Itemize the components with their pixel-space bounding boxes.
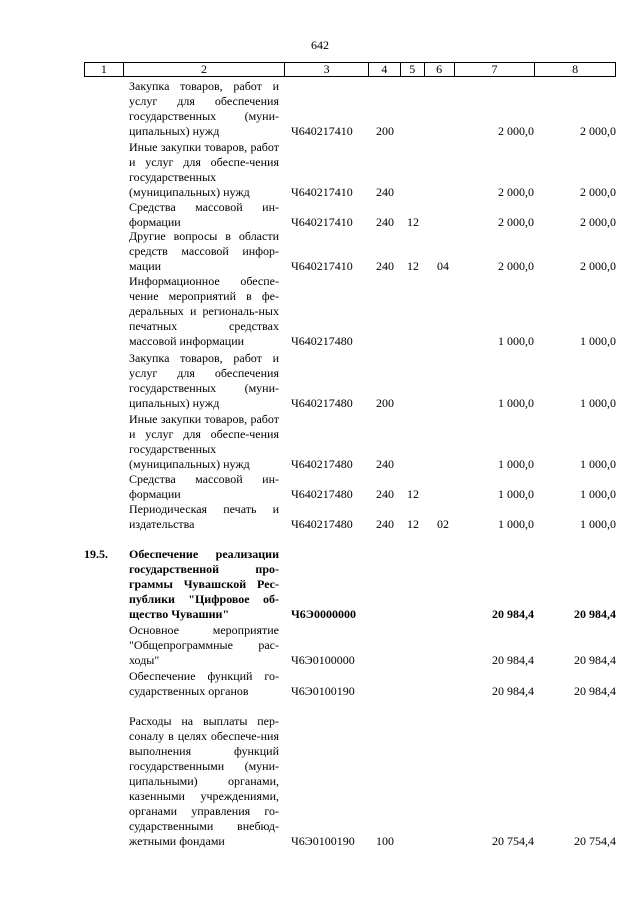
row-code: Ч640217410: [291, 259, 353, 273]
row-expense-type: 240: [376, 215, 394, 229]
row-code: Ч640217410: [291, 124, 353, 138]
row-expense-type: 200: [376, 396, 394, 410]
row-code: Ч6Э0100190: [291, 684, 355, 698]
row-expense-type: 240: [376, 517, 394, 531]
header-col-5: 5: [401, 63, 425, 76]
row-sum-1: 20 754,4: [492, 834, 534, 848]
table-row: [84, 669, 616, 699]
header-col-2: 2: [124, 63, 285, 76]
table-row: [84, 140, 616, 200]
row-code: Ч640217480: [291, 396, 353, 410]
row-sum-1: 1 000,0: [498, 517, 534, 531]
header-col-7: 7: [455, 63, 536, 76]
table-row: [84, 200, 616, 230]
row-sum-1: 1 000,0: [498, 396, 534, 410]
row-sum-1: 20 984,4: [492, 653, 534, 667]
table-row: [84, 79, 616, 139]
header-col-3: 3: [285, 63, 369, 76]
row-sum-1: 20 984,4: [492, 607, 534, 621]
row-section: 12: [407, 259, 419, 273]
row-code: Ч6Э0100190: [291, 834, 355, 848]
table-row: [84, 472, 616, 502]
row-name: Средства массовой ин-формации: [129, 200, 279, 229]
row-name: Периодическая печать и издательства: [129, 502, 279, 531]
row-sum-1: 2 000,0: [498, 215, 534, 229]
row-section: 12: [407, 215, 419, 229]
row-sum-2: 2 000,0: [580, 185, 616, 199]
row-sum-2: 1 000,0: [580, 396, 616, 410]
page-number: 642: [311, 38, 329, 52]
row-sum-2: 20 754,4: [574, 834, 616, 848]
table-row: [84, 714, 616, 849]
header-col-4: 4: [369, 63, 401, 76]
row-sum-2: 1 000,0: [580, 334, 616, 348]
row-subsection: 02: [437, 517, 449, 531]
row-section: 12: [407, 487, 419, 501]
row-sum-1: 2 000,0: [498, 185, 534, 199]
row-name: Информационное обеспе-чение мероприятий в фе-деральных и региональ-ных печатных средствах массовой информации: [129, 274, 279, 348]
table-row: [84, 412, 616, 472]
row-code: Ч640217480: [291, 457, 353, 471]
row-code: Ч640217410: [291, 185, 353, 199]
row-name: Основное мероприятие "Общепрограммные рас-ходы": [129, 623, 279, 667]
row-code: Ч640217410: [291, 215, 353, 229]
row-expense-type: 100: [376, 834, 394, 848]
row-expense-type: 240: [376, 185, 394, 199]
header-col-8: 8: [572, 62, 579, 76]
row-name: Другие вопросы в области средств массовой инфор-мации: [129, 229, 279, 273]
row-name: Иные закупки товаров, работ и услуг для обеспе-чения государственных (муниципальных) нужд: [129, 140, 279, 199]
header-col-1: 1: [85, 63, 124, 76]
table-row: [84, 274, 616, 349]
table-row: [84, 351, 616, 411]
row-subsection: 04: [437, 259, 449, 273]
row-name: Закупка товаров, работ и услуг для обеспечения государственных (муни-ципальных) нужд: [129, 79, 279, 138]
row-sum-2: 2 000,0: [580, 124, 616, 138]
row-name: Закупка товаров, работ и услуг для обеспечения государственных (муни-ципальных) нужд: [129, 351, 279, 410]
row-expense-type: 240: [376, 457, 394, 471]
row-sum-2: 2 000,0: [580, 215, 616, 229]
row-name: Иные закупки товаров, работ и услуг для обеспе-чения государственных (муниципальных) нужд: [129, 412, 279, 471]
table-row: [84, 229, 616, 274]
table-header: [84, 62, 616, 77]
header-col-6: 6: [425, 63, 455, 76]
row-name: Обеспечение реализации государственной про-граммы Чувашской Рес-публики "Цифровое об-щество Чувашии": [129, 547, 279, 621]
row-sum-1: 1 000,0: [498, 334, 534, 348]
row-name: Средства массовой ин-формации: [129, 472, 279, 501]
row-expense-type: 200: [376, 124, 394, 138]
row-code: Ч640217480: [291, 517, 353, 531]
row-sum-2: 1 000,0: [580, 517, 616, 531]
row-expense-type: 240: [376, 259, 394, 273]
row-sum-1: 2 000,0: [498, 259, 534, 273]
row-sum-2: 2 000,0: [580, 259, 616, 273]
row-name: Расходы на выплаты пер-соналу в целях обеспече-ния выполнения функций государственными (муни-ципальными) органами, казенными учреждениями, органами управления го-сударственными внебюд-жетными фондами: [129, 714, 279, 848]
row-expense-type: 240: [376, 487, 394, 501]
row-sum-1: 1 000,0: [498, 487, 534, 501]
table-row: [84, 547, 616, 622]
row-section: 12: [407, 517, 419, 531]
row-name: Обеспечение функций го-сударственных органов: [129, 669, 279, 698]
row-sum-1: 2 000,0: [498, 124, 534, 138]
row-sum-1: 20 984,4: [492, 684, 534, 698]
row-code: Ч640217480: [291, 334, 353, 348]
table-row: [84, 502, 616, 532]
row-sum-2: 20 984,4: [574, 684, 616, 698]
row-sum-1: 1 000,0: [498, 457, 534, 471]
row-code: Ч6Э0100000: [291, 653, 355, 667]
table-row: [84, 623, 616, 668]
row-sum-2: 1 000,0: [580, 457, 616, 471]
row-sum-2: 20 984,4: [574, 653, 616, 667]
row-code: Ч6Э0000000: [291, 607, 356, 621]
row-number: 19.5.: [84, 547, 108, 561]
row-sum-2: 1 000,0: [580, 487, 616, 501]
row-sum-2: 20 984,4: [574, 607, 616, 621]
row-code: Ч640217480: [291, 487, 353, 501]
